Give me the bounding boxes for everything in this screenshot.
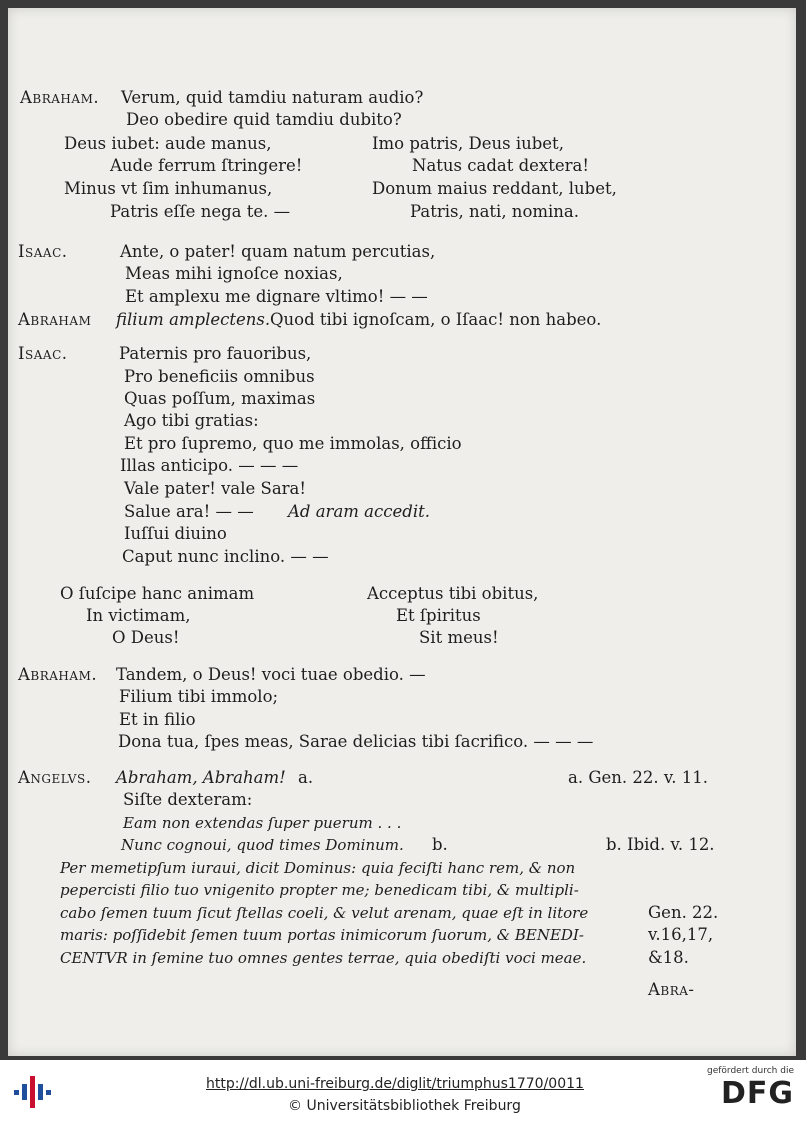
verse-line: Sit meus! — [419, 628, 499, 647]
verse-line: Caput nunc inclino. — — — [122, 547, 329, 566]
verse-line: Pro beneficiis omnibus — [124, 367, 315, 386]
verse-line: Iuſſui diuino — [124, 524, 227, 543]
scripture-paragraph: CENTVR in ſemine tuo omnes gentes terrae, quia obediſti voci meae. — [60, 949, 587, 967]
verse-line: Deus iubet: aude manus, — [64, 134, 272, 153]
speaker-isaac: Isaac. — [18, 242, 68, 261]
footnote-mark: a. — [298, 768, 314, 787]
verse-line: Natus cadat dextera! — [412, 156, 589, 175]
speaker-abraham: Abraham. — [18, 665, 98, 684]
verse-line: Minus vt ſim inhumanus, — [64, 179, 273, 198]
verse-line: Filium tibi immolo; — [119, 687, 279, 706]
verse-line: Verum, quid tamdiu naturam audio? — [121, 88, 424, 107]
verse-line: Imo patris, Deus iubet, — [372, 134, 564, 153]
verse-line: Donum maius reddant, lubet, — [372, 179, 617, 198]
speaker-abraham: Abraham. — [20, 88, 100, 107]
verse-line: Quod tibi ignoſcam, o Iſaac! non habeo. — [270, 310, 602, 329]
bible-reference: &18. — [648, 948, 689, 967]
verse-line: Dona tua, ſpes meas, Sarae delicias tibi ſacrifico. — — — — [118, 732, 594, 751]
footnote-mark: b. — [432, 835, 448, 854]
verse-line: Acceptus tibi obitus, — [367, 584, 539, 603]
verse-line: Ago tibi gratias: — [124, 411, 259, 430]
book-page — [8, 8, 796, 1056]
page-url-link[interactable]: http://dl.ub.uni-freiburg.de/diglit/triumphus1770/0011 — [206, 1076, 584, 1092]
verse-line: Patris, nati, nomina. — [410, 202, 580, 221]
verse-line: Illas anticipo. — — — — [120, 456, 299, 475]
scripture-paragraph: cabo ſemen tuum ſicut ſtellas coeli, & velut arenam, quae eſt in litore — [60, 904, 589, 922]
verse-line: Meas mihi ignoſce noxias, — [125, 264, 343, 283]
scripture-paragraph: maris: poſſidebit ſemen tuum portas inimicorum ſuorum, & BENEDI- — [60, 926, 584, 944]
dfg-logo: DFG — [720, 1076, 794, 1111]
verse-line: Nunc cognoui, quod times Dominum. — [121, 836, 404, 854]
verse-line: Et ſpiritus — [396, 606, 481, 625]
verse-line: Tandem, o Deus! voci tuae obedio. — — [116, 665, 426, 684]
verse-line: Salue ara! — — — [124, 502, 254, 521]
verse-line: Siſte dexteram: — [123, 790, 253, 809]
verse-line: Ante, o pater! quam natum percutias, — [120, 242, 436, 261]
stage-direction: Ad aram accedit. — [288, 502, 430, 521]
verse-line: Vale pater! vale Sara! — [124, 479, 307, 498]
verse-line: Paternis pro fauoribus, — [119, 344, 312, 363]
speaker-angelus: Angelvs. — [18, 768, 92, 787]
speaker-abraham: Abraham — [18, 310, 92, 329]
catchword: Abra- — [648, 980, 695, 999]
scripture-paragraph: pepercisti filio tuo vnigenito propter me; benedicam tibi, & multipli- — [60, 881, 579, 899]
verse-line: Patris eſſe nega te. — — [110, 202, 291, 221]
verse-line: Aude ferrum ſtringere! — [110, 156, 303, 175]
bible-reference: Gen. 22. — [648, 903, 719, 922]
bible-reference: v.16,17, — [648, 925, 714, 944]
library-logo-icon — [12, 1072, 52, 1112]
dfg-tagline: gefördert durch die — [707, 1066, 794, 1076]
verse-line: O Deus! — [112, 628, 180, 647]
bible-reference: a. Gen. 22. v. 11. — [568, 768, 708, 787]
verse-line: Et in filio — [119, 710, 196, 729]
speaker-isaac: Isaac. — [18, 344, 68, 363]
footer — [0, 1060, 806, 1121]
bible-reference: b. Ibid. v. 12. — [606, 835, 715, 854]
verse-line: In victimam, — [86, 606, 191, 625]
verse-line: O ſuſcipe hanc animam — [60, 584, 255, 603]
verse-line: Et pro ſupremo, quo me immolas, officio — [124, 434, 462, 453]
scripture-paragraph: Per memetipſum iuraui, dicit Dominus: quia feciſti hanc rem, & non — [60, 859, 576, 877]
stage-direction: filium amplectens. — [116, 310, 271, 329]
verse-line: Quas poſſum, maximas — [124, 389, 316, 408]
verse-line: Et amplexu me dignare vltimo! — — — [125, 287, 428, 306]
verse-line: Abraham, Abraham! — [116, 768, 286, 787]
verse-line: Eam non extendas ſuper puerum . . . — [123, 814, 402, 832]
copyright: © Universitätsbibliothek Freiburg — [288, 1098, 521, 1114]
verse-line: Deo obedire quid tamdiu dubito? — [126, 110, 402, 129]
